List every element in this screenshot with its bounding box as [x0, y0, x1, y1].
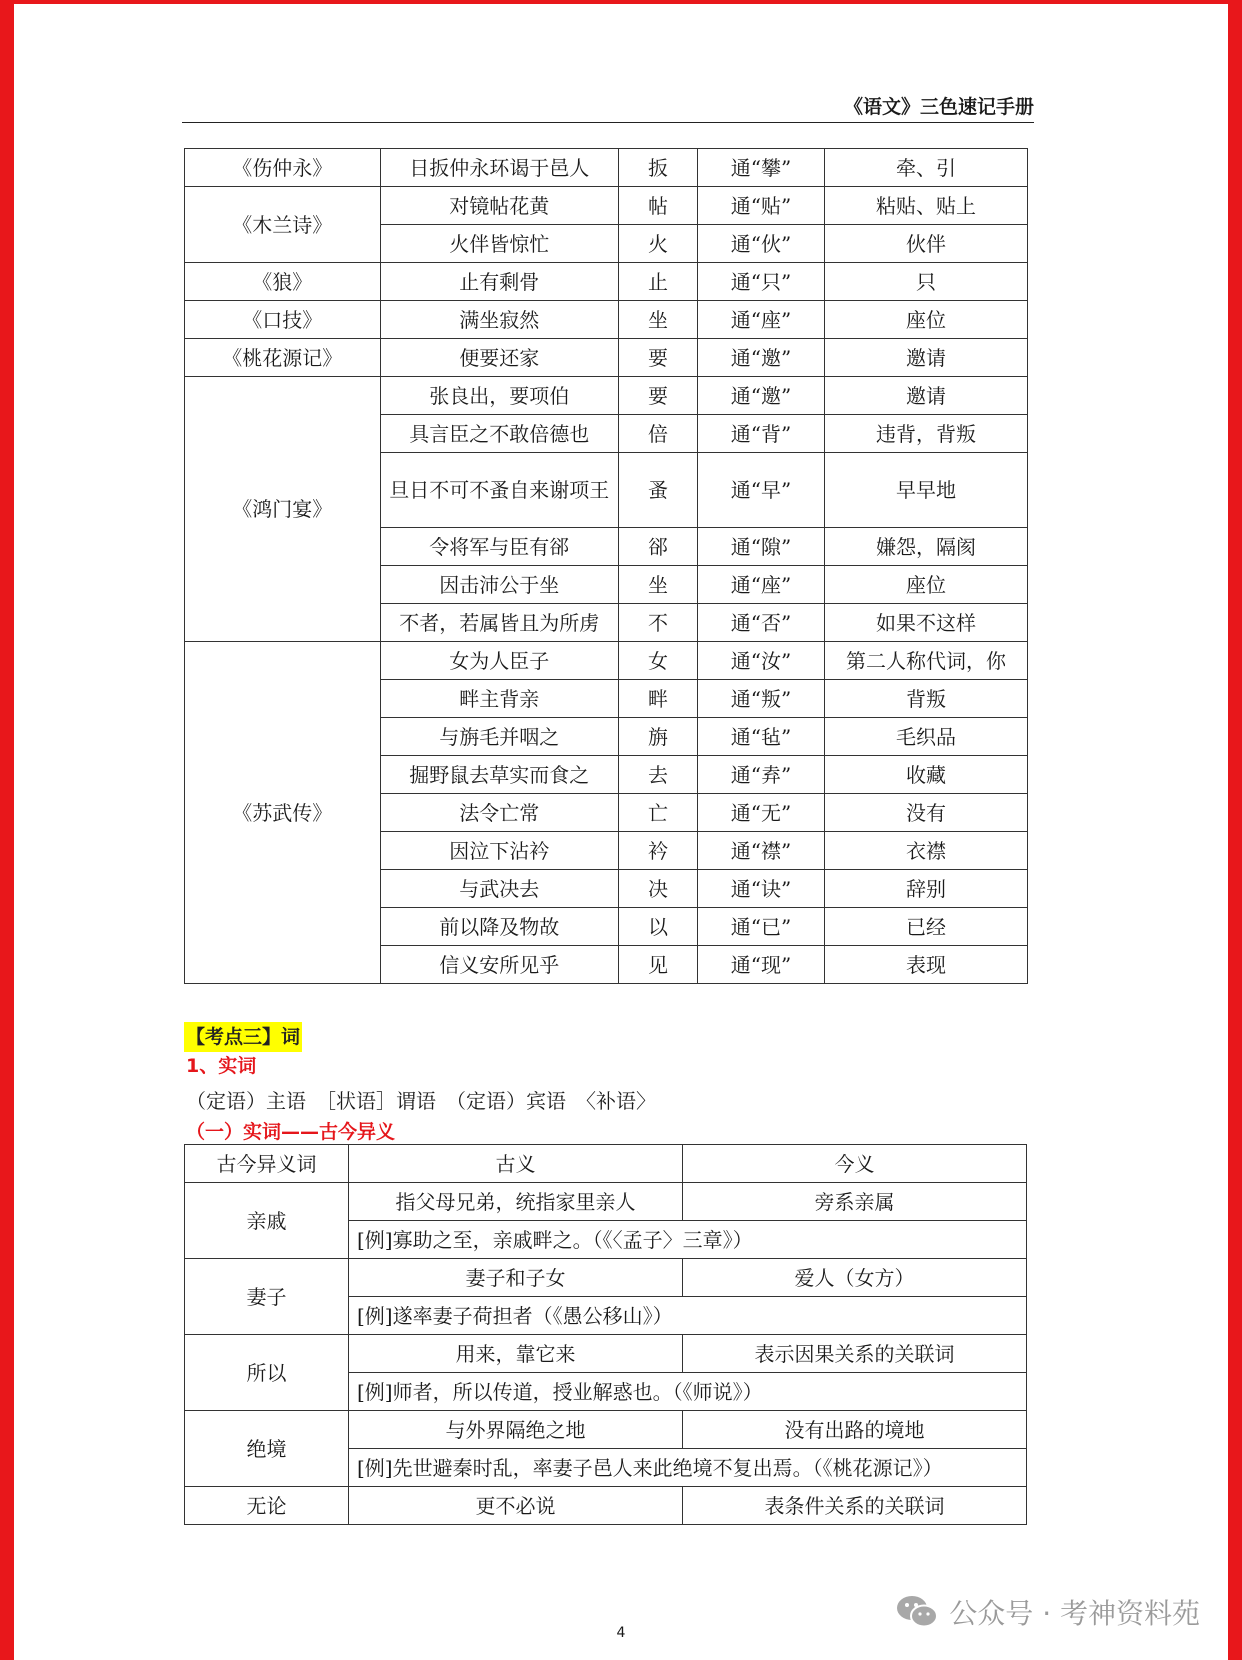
tong-cell: 通“诀”	[697, 870, 824, 908]
sentence-cell: 令将军与臣有郤	[380, 528, 619, 566]
modern-meaning-cell: 爱人（女方）	[683, 1259, 1027, 1297]
sentence-cell: 因击沛公于坐	[380, 566, 619, 604]
table-row	[185, 1411, 1027, 1449]
wechat-icon	[895, 1594, 939, 1630]
char-cell: 火	[619, 225, 698, 263]
sentence-cell: 不者，若属皆且为所虏	[380, 604, 619, 642]
char-cell: 女	[619, 642, 698, 680]
modern-meaning-cell: 表条件关系的关联词	[683, 1487, 1027, 1525]
table-row	[185, 263, 1028, 301]
char-cell: 要	[619, 377, 698, 415]
tong-cell: 通“邀”	[697, 377, 824, 415]
meaning-cell: 衣襟	[825, 832, 1028, 870]
char-cell: 坐	[619, 301, 698, 339]
meaning-cell: 辞别	[825, 870, 1028, 908]
table-row	[185, 149, 1028, 187]
sentence-cell: 畔主背亲	[380, 680, 619, 718]
table-row	[185, 339, 1028, 377]
source-cell: 《木兰诗》	[185, 187, 381, 263]
tong-cell: 通“邀”	[697, 339, 824, 377]
meaning-cell: 毛织品	[825, 718, 1028, 756]
tong-cell: 通“襟”	[697, 832, 824, 870]
running-header: 《语文》三色速记手册	[843, 96, 1034, 118]
tong-cell: 通“叛”	[697, 680, 824, 718]
section-title: 【考点三】词	[184, 1022, 302, 1052]
table-row	[185, 1183, 1027, 1221]
watermark-text: 公众号 · 考神资料苑	[949, 1597, 1200, 1630]
char-cell: 扳	[619, 149, 698, 187]
ancient-meaning-cell: 用来，靠它来	[349, 1335, 683, 1373]
source-cell: 《桃花源记》	[185, 339, 381, 377]
char-cell: 去	[619, 756, 698, 794]
ancient-meaning-cell: 更不必说	[349, 1487, 683, 1525]
sentence-cell: 具言臣之不敢倍德也	[380, 415, 619, 453]
heading-shici: 1、实词	[186, 1055, 257, 1077]
meaning-cell: 早早地	[825, 453, 1028, 528]
meaning-cell: 背叛	[825, 680, 1028, 718]
tong-cell: 通“背”	[697, 415, 824, 453]
tong-cell: 通“座”	[697, 301, 824, 339]
word-cell: 无论	[185, 1487, 349, 1525]
ancient-meaning-cell: 与外界隔绝之地	[349, 1411, 683, 1449]
sentence-cell: 与旃毛并咽之	[380, 718, 619, 756]
header-rule	[182, 122, 1034, 123]
tong-cell: 通“伙”	[697, 225, 824, 263]
meaning-cell: 违背，背叛	[825, 415, 1028, 453]
modern-meaning-cell: 没有出路的境地	[683, 1411, 1027, 1449]
table-row	[185, 642, 1028, 680]
meaning-cell: 如果不这样	[825, 604, 1028, 642]
example-cell: [例]师者，所以传道，授业解惑也。（《师说》）	[349, 1373, 1027, 1411]
ancient-meaning-cell: 妻子和子女	[349, 1259, 683, 1297]
column-header: 古今异义词	[185, 1145, 349, 1183]
char-cell: 倍	[619, 415, 698, 453]
meaning-cell: 第二人称代词，你	[825, 642, 1028, 680]
char-cell: 蚤	[619, 453, 698, 528]
source-cell: 《狼》	[185, 263, 381, 301]
char-cell: 衿	[619, 832, 698, 870]
sentence-cell: 法令亡常	[380, 794, 619, 832]
column-header: 今义	[683, 1145, 1027, 1183]
tongjia-table	[184, 148, 1028, 984]
gujin-table	[184, 1144, 1027, 1525]
sentence-cell: 便要还家	[380, 339, 619, 377]
page-number: 4	[616, 1625, 626, 1641]
meaning-cell: 邀请	[825, 339, 1028, 377]
source-cell: 《口技》	[185, 301, 381, 339]
tong-cell: 通“早”	[697, 453, 824, 528]
tong-cell: 通“只”	[697, 263, 824, 301]
table-row	[185, 301, 1028, 339]
meaning-cell: 伙伴	[825, 225, 1028, 263]
char-cell: 坐	[619, 566, 698, 604]
tong-cell: 通“座”	[697, 566, 824, 604]
word-cell: 妻子	[185, 1259, 349, 1335]
sentence-cell: 火伴皆惊忙	[380, 225, 619, 263]
tong-cell: 通“毡”	[697, 718, 824, 756]
word-cell: 所以	[185, 1335, 349, 1411]
tong-cell: 通“隙”	[697, 528, 824, 566]
table-row	[185, 187, 1028, 225]
example-cell: [例]先世避秦时乱，率妻子邑人来此绝境不复出焉。（《桃花源记》）	[349, 1449, 1027, 1487]
tong-cell: 通“已”	[697, 908, 824, 946]
table-row	[185, 1487, 1027, 1525]
table-row	[185, 1335, 1027, 1373]
page-border-left	[0, 0, 14, 1660]
example-cell: [例]遂率妻子荷担者（《愚公移山》）	[349, 1297, 1027, 1335]
table-row	[185, 377, 1028, 415]
sentence-cell: 女为人臣子	[380, 642, 619, 680]
meaning-cell: 邀请	[825, 377, 1028, 415]
tong-cell: 通“贴”	[697, 187, 824, 225]
char-cell: 郤	[619, 528, 698, 566]
sentence-cell: 因泣下沾衿	[380, 832, 619, 870]
meaning-cell: 已经	[825, 908, 1028, 946]
char-cell: 止	[619, 263, 698, 301]
tong-cell: 通“弆”	[697, 756, 824, 794]
tong-cell: 通“汝”	[697, 642, 824, 680]
tong-cell: 通“无”	[697, 794, 824, 832]
column-header: 古义	[349, 1145, 683, 1183]
watermark	[895, 1588, 1200, 1636]
meaning-cell: 收藏	[825, 756, 1028, 794]
ancient-meaning-cell: 指父母兄弟，统指家里亲人	[349, 1183, 683, 1221]
char-cell: 不	[619, 604, 698, 642]
sentence-cell: 日扳仲永环谒于邑人	[380, 149, 619, 187]
sentence-cell: 掘野鼠去草实而食之	[380, 756, 619, 794]
sentence-cell: 信义安所见乎	[380, 946, 619, 984]
meaning-cell: 粘贴、贴上	[825, 187, 1028, 225]
meaning-cell: 牵、引	[825, 149, 1028, 187]
meaning-cell: 座位	[825, 566, 1028, 604]
tong-cell: 通“现”	[697, 946, 824, 984]
modern-meaning-cell: 旁系亲属	[683, 1183, 1027, 1221]
sentence-cell: 前以降及物故	[380, 908, 619, 946]
char-cell: 以	[619, 908, 698, 946]
table-header-row	[185, 1145, 1027, 1183]
source-cell: 《鸿门宴》	[185, 377, 381, 642]
meaning-cell: 嫌怨，隔阂	[825, 528, 1028, 566]
char-cell: 要	[619, 339, 698, 377]
meaning-cell: 表现	[825, 946, 1028, 984]
tong-cell: 通“否”	[697, 604, 824, 642]
heading-gujin: （一）实词——古今异义	[186, 1121, 396, 1143]
char-cell: 旃	[619, 718, 698, 756]
source-cell: 《苏武传》	[185, 642, 381, 984]
source-cell: 《伤仲永》	[185, 149, 381, 187]
char-cell: 帖	[619, 187, 698, 225]
char-cell: 见	[619, 946, 698, 984]
sentence-cell: 旦日不可不蚤自来谢项王	[380, 453, 619, 528]
modern-meaning-cell: 表示因果关系的关联词	[683, 1335, 1027, 1373]
meaning-cell: 只	[825, 263, 1028, 301]
page-border-right	[1228, 0, 1242, 1660]
sentence-cell: 止有剩骨	[380, 263, 619, 301]
char-cell: 亡	[619, 794, 698, 832]
word-cell: 亲戚	[185, 1183, 349, 1259]
char-cell: 决	[619, 870, 698, 908]
table-row	[185, 1259, 1027, 1297]
meaning-cell: 没有	[825, 794, 1028, 832]
sentence-cell: 与武决去	[380, 870, 619, 908]
sentence-cell: 满坐寂然	[380, 301, 619, 339]
tong-cell: 通“攀”	[697, 149, 824, 187]
example-cell: [例]寡助之至，亲戚畔之。（《〈孟子〉三章》）	[349, 1221, 1027, 1259]
meaning-cell: 座位	[825, 301, 1028, 339]
char-cell: 畔	[619, 680, 698, 718]
word-cell: 绝境	[185, 1411, 349, 1487]
grammar-line: （定语）主语 ［状语］谓语 （定语）宾语 〈补语〉	[186, 1089, 656, 1113]
sentence-cell: 张良出，要项伯	[380, 377, 619, 415]
sentence-cell: 对镜帖花黄	[380, 187, 619, 225]
